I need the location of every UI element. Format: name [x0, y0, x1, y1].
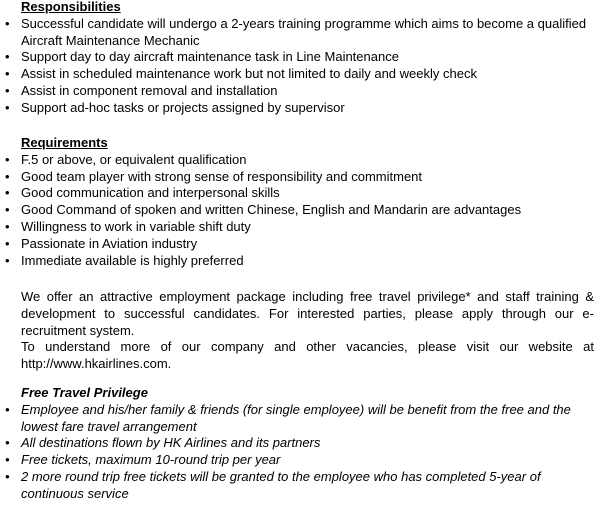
- free-travel-section: [4, 385, 594, 503]
- requirements-section: [4, 135, 594, 269]
- bullet-icon: •: [5, 99, 10, 115]
- list-item: • Successful candidate will undergo a 2-years training programme which aims to become a qualified Aircraft Maintenance Mechanic: [5, 15, 587, 48]
- bullet-icon: •: [5, 235, 10, 251]
- bullet-icon: •: [5, 49, 10, 65]
- list-item: • Good Command of spoken and written Chinese, English and Mandarin are advantages: [5, 202, 522, 218]
- responsibilities-section: [4, 0, 594, 117]
- free-travel-heading: Free Travel Privilege: [21, 385, 148, 400]
- bullet-icon: •: [5, 15, 10, 31]
- bullet-icon: •: [5, 401, 10, 417]
- list-item: • Passionate in Aviation industry: [5, 235, 198, 251]
- list-item: • Assist in component removal and installation: [5, 82, 278, 98]
- list-item: • Free tickets, maximum 10-round trip per year: [5, 452, 281, 468]
- bullet-icon: •: [5, 82, 10, 98]
- requirements-heading: Requirements: [21, 135, 108, 150]
- bullet-icon: •: [5, 468, 10, 484]
- list-item: • Support day to day aircraft maintenance task in Line Maintenance: [5, 49, 399, 65]
- bullet-icon: •: [5, 151, 10, 167]
- free-travel-list: [4, 402, 594, 503]
- bullet-icon: •: [5, 452, 10, 468]
- bullet-icon: •: [5, 252, 10, 268]
- list-item: • Good team player with strong sense of responsibility and commitment: [5, 168, 423, 184]
- list-item: • Employee and his/her family & friends (for single employee) will be benefit from the free and the lowest fare travel arrangement: [5, 401, 571, 434]
- responsibilities-heading: Responsibilities: [21, 0, 121, 14]
- list-item: • Good communication and interpersonal skills: [5, 185, 280, 201]
- list-item: • Immediate available is highly preferred: [5, 252, 244, 268]
- website-paragraph: To understand more of our company and other vacancies, please visit our website at http://www.hkairlines.com.: [21, 339, 594, 372]
- bullet-icon: •: [5, 66, 10, 82]
- offer-text: [21, 289, 594, 373]
- requirements-list: [4, 152, 594, 270]
- list-item: • All destinations flown by HK Airlines and its partners: [5, 435, 321, 451]
- offer-paragraph: We offer an attractive employment package including free travel privilege* and staff training & development to successful candidates. For interested parties, please apply through our e-recruitment system.: [21, 289, 594, 338]
- bullet-icon: •: [5, 202, 10, 218]
- list-item: • 2 more round trip free tickets will be granted to the employee who has completed 5-year of continuous service: [5, 468, 541, 501]
- bullet-icon: •: [5, 185, 10, 201]
- bullet-icon: •: [5, 218, 10, 234]
- bullet-icon: •: [5, 168, 10, 184]
- list-item: • Assist in scheduled maintenance work but not limited to daily and weekly check: [5, 66, 477, 82]
- list-item: • F.5 or above, or equivalent qualification: [5, 151, 247, 167]
- responsibilities-list: [4, 16, 594, 117]
- list-item: • Willingness to work in variable shift duty: [5, 218, 251, 234]
- list-item: • Support ad-hoc tasks or projects assigned by supervisor: [5, 99, 345, 115]
- bullet-icon: •: [5, 435, 10, 451]
- offer-section: [4, 289, 594, 373]
